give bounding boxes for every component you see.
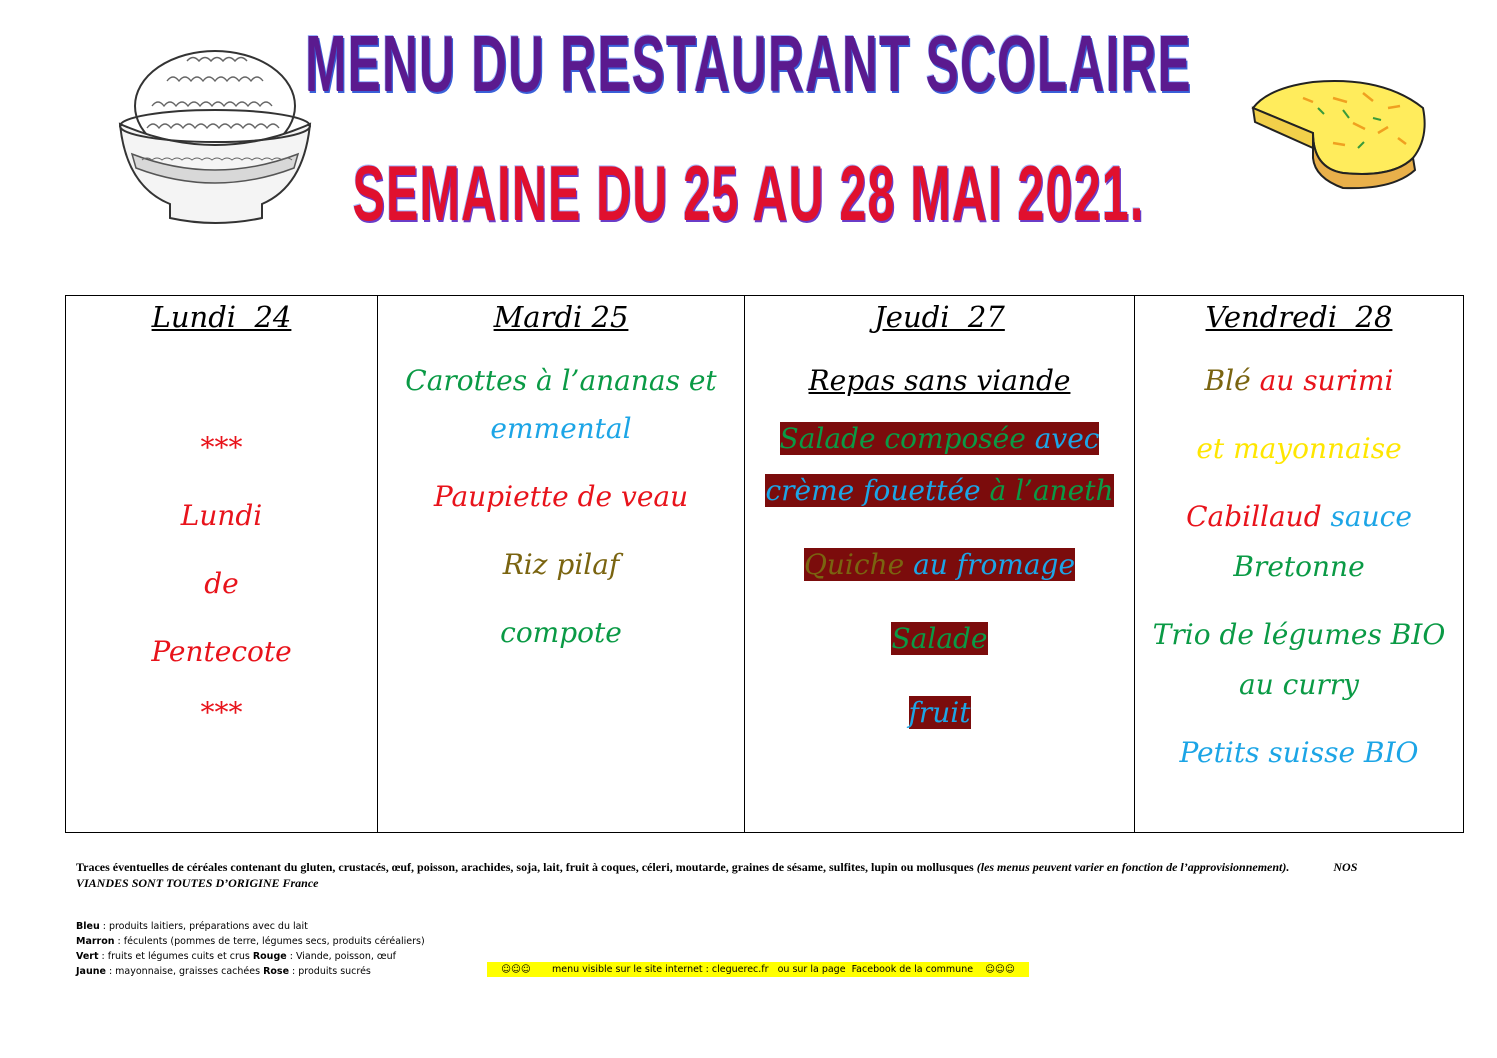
day-header-vendredi: Vendredi 28 [1205,300,1393,334]
dish-starter-line2: emmental [490,412,632,445]
rice-bowl-image [112,36,317,236]
allergen-notice [76,859,1406,891]
legend-row-blue: Bleu : produits laitiers, préparations avec du lait [76,921,308,932]
dish-side-line2: au curry [1239,668,1359,701]
week-title: SEMAINE DU 25 AU 28 MAI 2021. [352,149,1145,237]
dish-main-line1: Cabillaud sauce [1186,500,1412,533]
dish-starter-sauce: et mayonnaise [1196,432,1402,465]
dish-starter-line1: Salade composée avec [779,422,1100,455]
stars-top: *** [200,431,243,464]
holiday-line-2: de [204,567,239,600]
color-legend [76,919,425,979]
dish-salad: Salade [891,622,988,655]
legend-row-green-red: Vert : fruits et légumes cuits et crus Rouge : Viande, poisson, œuf [76,951,396,962]
holiday-line-1: Lundi [180,499,263,532]
day-column-vendredi [1135,296,1464,833]
dish-starter-line1: Carottes à l’ananas et [405,364,717,397]
day-column-jeudi [745,296,1135,833]
dish-starter-line2: crème fouettée à l’aneth [765,474,1114,507]
legend-row-brown: Marron : féculents (pommes de terre, légumes secs, produits céréaliers) [76,936,425,947]
stars-bottom: *** [200,696,243,729]
allergen-note: (les menus peuvent varier en fonction de l’approvisionnement). [976,860,1290,874]
dish-main: Quiche au fromage [803,548,1076,581]
dish-starter: Blé au surimi [1204,364,1394,397]
dish-dessert: compote [500,616,622,649]
website-notice: ☺☺☺ menu visible sur le site internet : cleguerec.fr ou sur la page Facebook de la commune ☺☺☺ [487,962,1029,977]
menu-table [65,295,1464,833]
allergen-text: Traces éventuelles de céréales contenant du gluten, crustacés, œuf, poisson, arachides, soja, lait, fruit à coques, céleri, moutarde, graines de sésame, sulfites, lupin ou mollusques [76,860,977,874]
holiday-line-3: Pentecote [151,635,292,668]
day-column-lundi [66,296,378,833]
day-header-mardi: Mardi 25 [493,300,629,334]
dish-dessert: Petits suisse BIO [1179,736,1419,769]
day-column-mardi [378,296,745,833]
dish-side: Riz pilaf [502,548,620,581]
day-header-jeudi: Jeudi 27 [874,300,1005,334]
meal-note: Repas sans viande [808,364,1071,397]
meat-origin: NOS VIANDES SONT TOUTES D’ORIGINE France [76,860,1358,890]
dish-main: Paupiette de veau [433,480,689,513]
quiche-image [1243,38,1433,218]
day-header-lundi: Lundi 24 [151,300,292,334]
legend-row-yellow-pink: Jaune : mayonnaise, graisses cachées Rose : produits sucrés [76,966,371,977]
menu-title: MENU DU RESTAURANT SCOLAIRE [305,19,1192,108]
dish-main-line2: Bretonne [1233,550,1365,583]
dish-dessert: fruit [908,696,971,729]
dish-side-line1: Trio de légumes BIO [1152,618,1446,651]
